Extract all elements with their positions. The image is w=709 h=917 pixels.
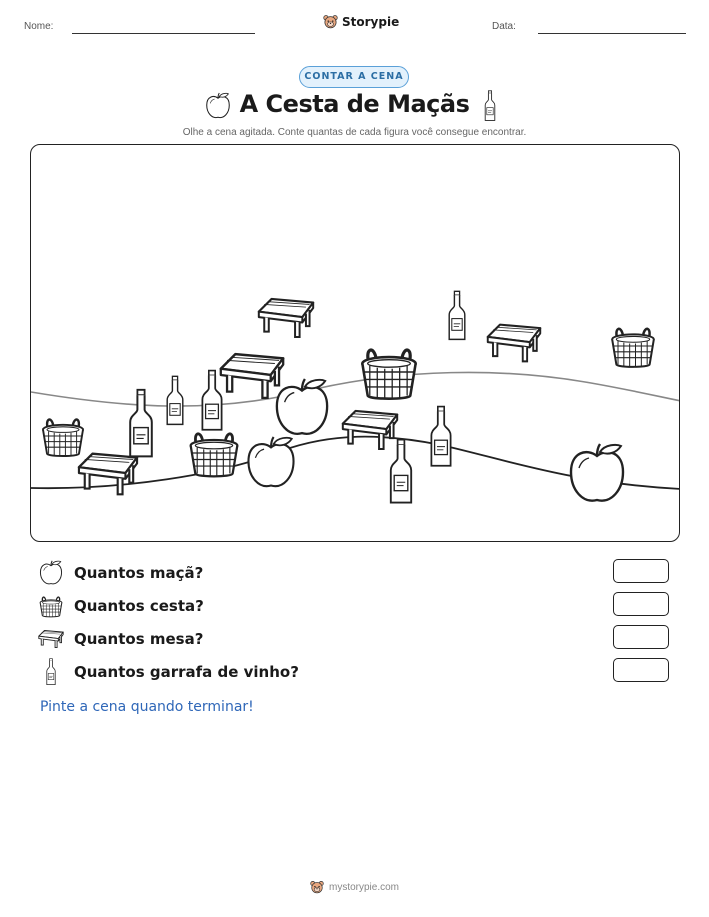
question-tables (38, 625, 203, 653)
scene-wine-bottle (391, 440, 411, 503)
scene-basket (362, 350, 415, 399)
scene-apple (248, 437, 293, 486)
table-icon (38, 627, 64, 651)
question-text: Quantos mesa? (74, 630, 204, 648)
page-subtitle: Olhe a cena agitada. Conte quantas de cada figura você consegue encontrar. (182, 127, 527, 138)
site-url: mystorypie.com (328, 881, 399, 893)
question-text: Quantos cesta? (74, 597, 204, 615)
question-text: Quantos garrafa de vinho? (74, 663, 299, 681)
scene-illustration (31, 145, 680, 542)
answer-box-apples[interactable] (613, 559, 669, 583)
name-line[interactable] (72, 33, 255, 34)
scene-basket (43, 420, 83, 456)
scene-wine-bottle (130, 390, 152, 457)
scene-table (343, 411, 397, 449)
name-label: Nome: (24, 21, 54, 32)
date-label: Data: (492, 21, 516, 32)
question-wine-bottles (38, 658, 299, 686)
scene-table (259, 299, 313, 337)
question-text: Quantos maçã? (74, 564, 204, 582)
scene-wine-bottle (167, 376, 183, 424)
brand-logo (323, 14, 399, 29)
bear-icon (323, 14, 338, 29)
page-title: A Cesta de Maçãs (239, 90, 470, 118)
coloring-instruction: Pinte a cena quando terminar! (40, 699, 254, 715)
scene-wine-bottle (449, 291, 465, 339)
scene-panel[interactable] (30, 144, 680, 542)
scene-basket (612, 329, 654, 367)
question-baskets (38, 592, 204, 620)
question-apples (38, 559, 203, 587)
brand-name: Storypie (342, 14, 400, 29)
activity-badge: CONTAR A CENA (299, 66, 409, 88)
scene-table (488, 325, 541, 362)
bear-icon (310, 880, 324, 894)
site-footer (0, 880, 709, 894)
answer-box-wine-bottles[interactable] (613, 658, 669, 682)
basket-icon (38, 593, 64, 619)
wine-bottle-icon (481, 90, 499, 122)
scene-table (79, 454, 137, 495)
scene-wine-bottle (202, 371, 221, 430)
answer-box-tables[interactable] (613, 625, 669, 649)
apple-icon (38, 560, 64, 586)
answer-box-baskets[interactable] (613, 592, 669, 616)
wine-bottle-icon (38, 658, 64, 686)
scene-apple (277, 379, 327, 434)
scene-apple (571, 444, 623, 501)
date-line[interactable] (538, 33, 686, 34)
scene-basket (191, 434, 238, 477)
scene-wine-bottle (431, 407, 450, 466)
scene-table (221, 354, 283, 398)
